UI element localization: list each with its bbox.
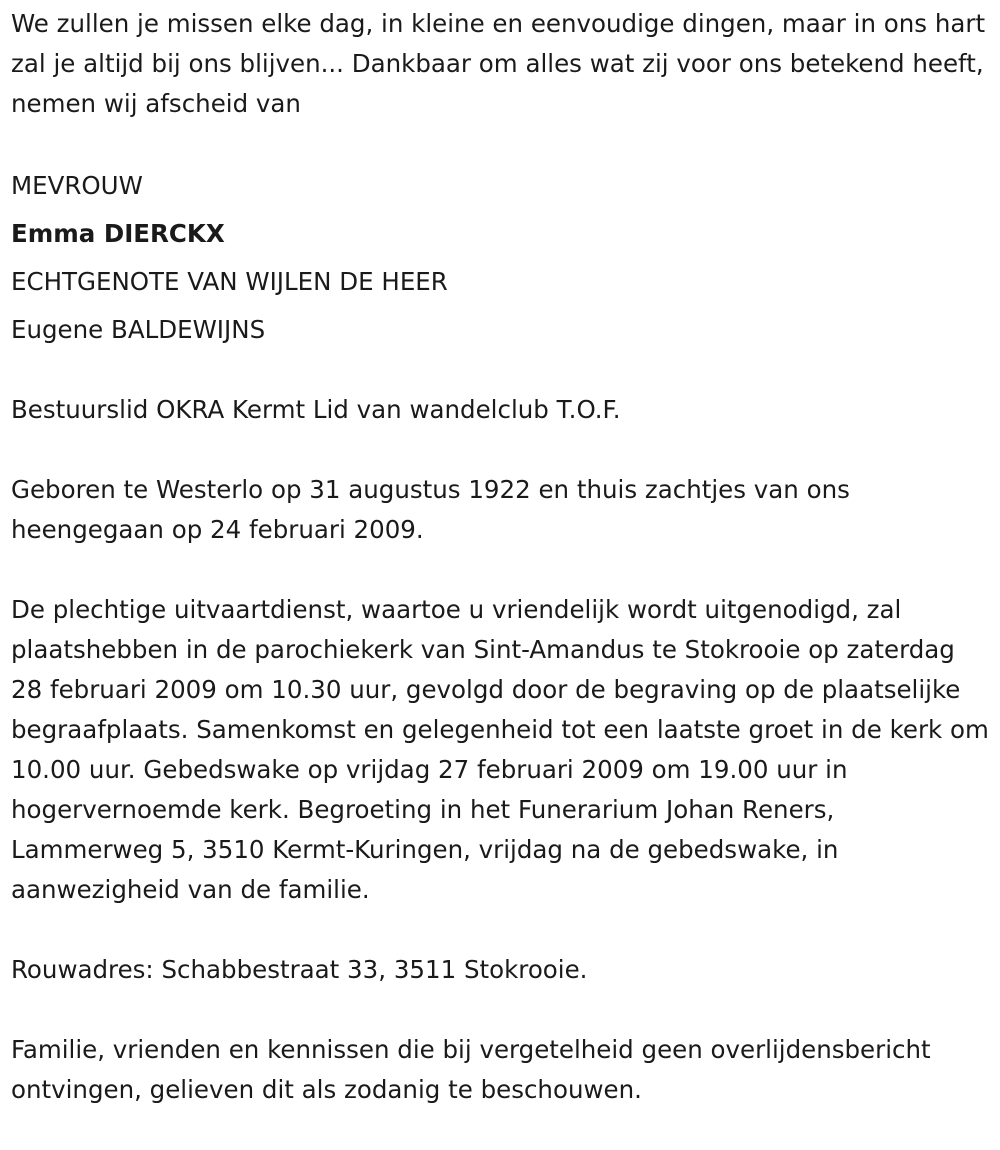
intro-paragraph: We zullen je missen elke dag, in kleine en eenvoudige dingen, maar in ons hart zal je altijd bij ons blijven... Dankbaar om alles wat zij voor ons betekend heeft, nemen wij afscheid van (11, 9, 986, 118)
memberships-paragraph: Bestuurslid OKRA Kermt Lid van wandelclub T.O.F. (11, 395, 621, 424)
address-paragraph: Rouwadres: Schabbestraat 33, 3511 Stokrooie. (11, 955, 588, 984)
obituary-text (11, 4, 991, 1150)
title-line: MEVROUW (11, 171, 143, 200)
birth-death-paragraph: Geboren te Westerlo op 31 augustus 1922 en thuis zachtjes van ons heengegaan op 24 februari 2009. (11, 475, 850, 544)
deceased-block (11, 162, 991, 354)
closing-paragraph: Familie, vrienden en kennissen die bij vergetelheid geen overlijdensbericht ontvingen, gelieven dit als zodanig te beschouwen. (11, 1035, 931, 1104)
spouse-name: Eugene BALDEWIJNS (11, 315, 266, 344)
service-paragraph: De plechtige uitvaartdienst, waartoe u vriendelijk wordt uitgenodigd, zal plaatshebben in de parochiekerk van Sint-Amandus te Stokrooie op zaterdag 28 februari 2009 om 10.30 uur, gevolgd door de begraving op de plaatselijke begraafplaats. Samenkomst en gelegenheid tot een laatste groet in de kerk om 10.00 uur. Gebedswake op vrijdag 27 februari 2009 om 19.00 uur in hogervernoemde kerk. Begroeting in het Funerarium Johan Reners, Lammerweg 5, 3510 Kermt-Kuringen, vrijdag na de gebedswake, in aanwezigheid van de familie. (11, 595, 989, 904)
deceased-name: Emma DIERCKX (11, 219, 225, 248)
relation-line: ECHTGENOTE VAN WIJLEN DE HEER (11, 267, 448, 296)
